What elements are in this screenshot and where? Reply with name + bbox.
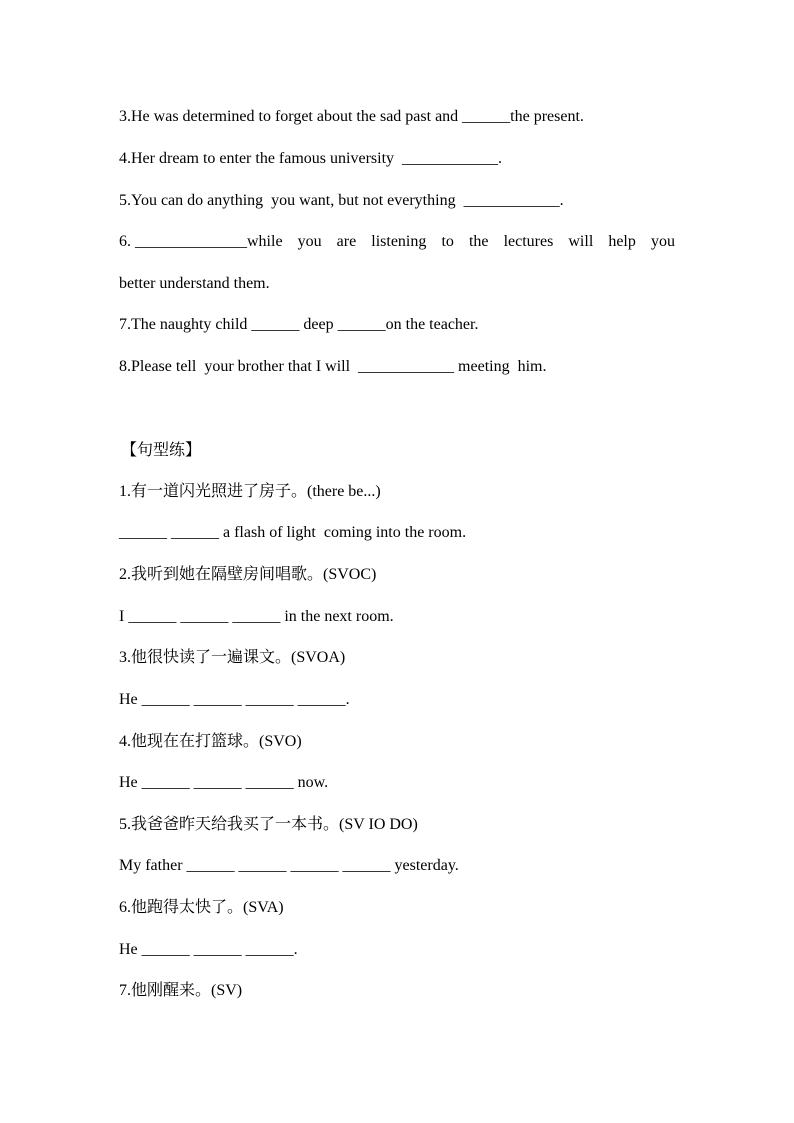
item-6-word: will	[568, 233, 594, 250]
practice-prompt-5: 5.我爸爸昨天给我买了一本书。(SV IO DO)	[119, 816, 418, 833]
exercise-item-8: 8.Please tell your brother that I will ____________ meeting him.	[119, 358, 547, 375]
practice-answer-1: ______ ______ a flash of light coming into the room.	[119, 524, 467, 541]
item-6-word: help	[608, 233, 636, 250]
exercise-item-6	[119, 232, 675, 252]
exercise-item-4: 4.Her dream to enter the famous university ____________.	[119, 150, 503, 167]
practice-answer-3: He ______ ______ ______ ______.	[119, 691, 350, 708]
practice-prompt-2: 2.我听到她在隔壁房间唱歌。(SVOC)	[119, 566, 377, 583]
item-6-word: to	[441, 233, 454, 250]
practice-answer-6: He ______ ______ ______.	[119, 941, 298, 958]
item-6-word: you	[650, 233, 675, 250]
exercise-item-5: 5.You can do anything you want, but not everything ____________.	[119, 192, 564, 209]
section-heading: 【句型练】	[121, 440, 202, 459]
item-6-word: 6. ______________while	[119, 233, 283, 250]
exercise-item-6-continuation: better understand them.	[119, 275, 270, 292]
practice-answer-2: I ______ ______ ______ in the next room.	[119, 608, 394, 625]
practice-answer-4: He ______ ______ ______ now.	[119, 774, 329, 791]
practice-prompt-6: 6.他跑得太快了。(SVA)	[119, 899, 284, 916]
practice-prompt-1: 1.有一道闪光照进了房子。(there be...)	[119, 483, 381, 500]
practice-prompt-7: 7.他刚醒来。(SV)	[119, 982, 243, 999]
practice-prompt-3: 3.他很快读了一遍课文。(SVOA)	[119, 649, 346, 666]
item-6-word: lectures	[503, 233, 554, 250]
exercise-item-7: 7.The naughty child ______ deep ______on the teacher.	[119, 316, 479, 333]
practice-answer-5: My father ______ ______ ______ ______ yesterday.	[119, 857, 459, 874]
item-6-word: are	[336, 233, 357, 250]
item-6-word: the	[468, 233, 489, 250]
item-6-word: you	[297, 233, 322, 250]
item-6-word: listening	[371, 233, 427, 250]
practice-prompt-4: 4.他现在在打篮球。(SVO)	[119, 733, 302, 750]
exercise-item-3: 3.He was determined to forget about the sad past and ______the present.	[119, 108, 584, 125]
